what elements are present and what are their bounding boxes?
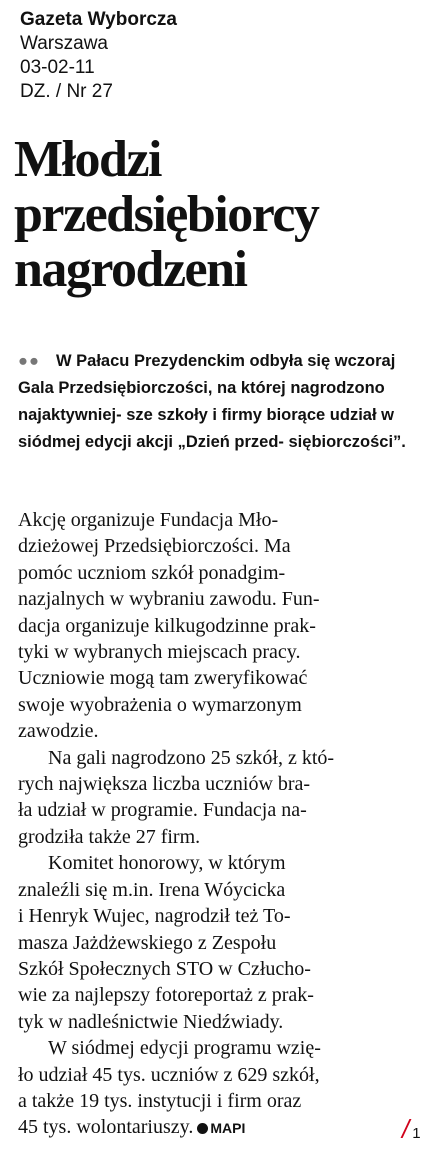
body-line: Uczniowie mogą tam zweryfikować (18, 667, 308, 690)
body-line: rych największa liczba uczniów bra- (18, 773, 311, 796)
body-line: dzieżowej Przedsiębiorczości. Ma (18, 535, 291, 558)
body-line: swoje wyobrażenia o wymarzonym (18, 693, 302, 716)
body-line: masza Jażdżewskiego z Zespołu (18, 931, 277, 954)
body-line: grodziła także 27 firm. (18, 825, 201, 848)
body-line: Na gali nagrodzono 25 szkół, z któ- (48, 746, 335, 769)
body-line: Akcję organizuje Fundacja Mło- (18, 509, 279, 531)
publication-name: Gazeta Wyborcza (20, 9, 177, 30)
body-last-line (18, 1114, 428, 1141)
body-line: tyk w nadleśnictwie Niedźwiady. (18, 1010, 284, 1033)
body-line: wie za najlepszy fotoreportaż z prak- (18, 984, 314, 1007)
lead-bullets: ●● (18, 352, 40, 370)
source-header (20, 8, 177, 104)
body-line: pomóc uczniom szkół ponadgim- (18, 561, 286, 584)
headline-line: Młodzi (14, 131, 161, 188)
article-body (18, 507, 428, 1142)
body-line: 45 tys. wolontariuszy. (18, 1116, 194, 1139)
section-number: DZ. / Nr 27 (20, 81, 113, 102)
body-line: ło udział 45 tys. uczniów z 629 szkół, (18, 1063, 320, 1086)
body-line: W siódmej edycji programu wzię- (48, 1037, 321, 1060)
article-headline (14, 132, 424, 297)
page-number: 1 (412, 1125, 421, 1142)
lead-text: W Pałacu Prezydenckim odbyła się wczoraj Gala Przedsiębiorczości, na której nagrodzono najaktywniej- sze szkoły i firmy biorące udział w siódmej edycji akcji „Dzień przed- siębiorczości”. (18, 352, 406, 451)
body-line: nazjalnych w wybraniu zawodu. Fun- (18, 588, 320, 611)
headline-line: przedsiębiorcy (14, 186, 319, 243)
article-lead (18, 348, 423, 456)
headline-line: nagrodzeni (14, 241, 247, 298)
page-marker (402, 1114, 421, 1145)
author-signoff (193, 1120, 245, 1136)
publication-date: 03-02-11 (20, 57, 95, 78)
body-line: a także 19 tys. instytucji i firm oraz (18, 1089, 302, 1112)
body-line: tyki w wybranych miejscach pracy. (18, 641, 301, 664)
page-slash: / (402, 1114, 410, 1144)
edition-name: Warszawa (20, 33, 108, 54)
body-line: Szkół Społecznych STO w Człucho- (18, 957, 311, 980)
body-line: dacja organizuje kilkugodzinne prak- (18, 614, 316, 637)
body-line: znaleźli się m.in. Irena Wóycicka (18, 878, 286, 901)
body-line: zawodzie. (18, 720, 99, 743)
author-signature: MAPI (210, 1120, 246, 1137)
body-line: i Henryk Wujec, nagrodził też To- (18, 905, 291, 928)
body-line: Komitet honorowy, w którym (48, 852, 286, 875)
body-line: ła udział w programie. Fundacja na- (18, 799, 307, 822)
signoff-dot-icon (197, 1123, 208, 1134)
